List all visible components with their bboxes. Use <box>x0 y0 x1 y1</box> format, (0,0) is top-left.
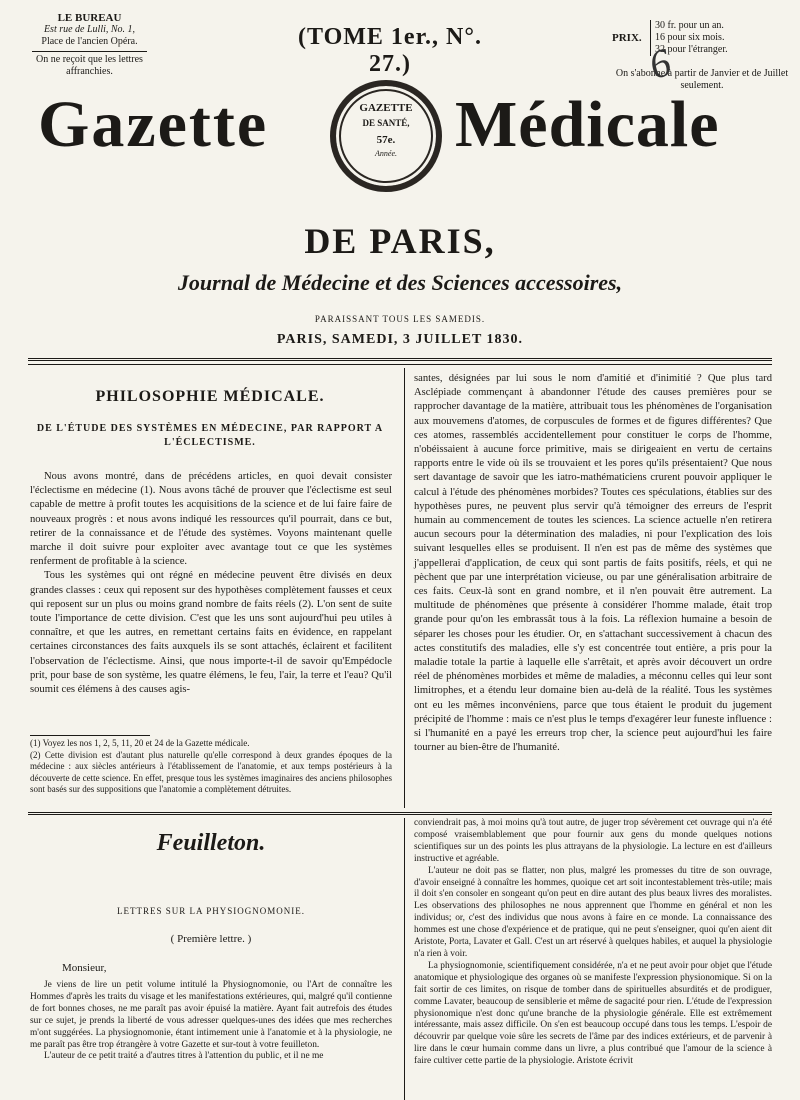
seal-line-1: GAZETTE <box>359 102 413 114</box>
seal-line-3: 57e. <box>376 134 396 146</box>
publication-frequency: PARAISSANT TOUS LES SAMEDIS. <box>314 314 486 324</box>
masthead-rule-thin <box>28 364 772 365</box>
journal-subtitle: Journal de Médecine et des Sciences accessoires, <box>177 270 623 295</box>
article-right-column <box>414 372 772 755</box>
price-year: 30 fr. pour un an. <box>655 20 724 31</box>
feuilleton-paragraph: L'auteur de ce petit traité a d'autres titres à l'attention du public, et il ne me <box>44 1051 324 1062</box>
article-subtitle: DE L'ÉTUDE DES SYSTÈMES EN MÉDECINE, PAR RAPPORT A L'ÉCLECTISME. <box>36 423 384 448</box>
feuilleton-paragraph: conviendrait pas, à moi moins qu'à tout autre, de juger trop sévèrement cet ouvrage qui n'a été composé vraisemblablement que pour fournir aux gens du monde quelques notions scientifiques sur un des points les plus attrayans de la physiologie. La lecture en est d'ailleurs instructive et agréable. <box>414 818 772 864</box>
subscription-note: On s'abonne à partir de Janvier et de Juillet seulement. <box>615 68 789 91</box>
article-paragraph: santes, désignées par lui sous le nom d'amitié et d'inimitié ? Que plus tard Asclépiade commençant à abandonner l'étude des causes premières pour se rapprocher davantage de la matière, attribuait tous les phénomènes de l'organisation aux mouvemens d'atomes, de corpuscules de formes et de figures différentes? Que ces atomes, rassemblés accidentellement pour constituer le corps de l'homme, n'obéissaient à aucune force primitive, mais se dirigeaient en vertu de certains rapports entre le vide où ils se trouvaient et les pores qu'ils présentaient? Que nous sert davantage de savoir que les iatro-mathématiciens crurent pouvoir appliquer le calcul à l'étude des phénomènes morbides? Toutes ces spéculations, établies sur des hypothèses pures, ne peuvent plus servir qu'à témoigner des erreurs de l'esprit humain au commencement de toutes les sciences. La science actuelle n'en retirera aucun secours pour la détermination des maladies, ni pour l'explication des lois suivant lesquelles elles se produisent. Il n'en est pas de même des systèmes que j'appellerai d'application, de ceux qui sont partis de faits positifs, réels, et qui ne pèchent que par une interprétation vicieuse, ou par une généralisation arbitraire de ces faits. Ceux-là sont en grand nombre, et il n'en pouvait être autrement. La multitude de phénomènes que présente à considérer l'homme malade, était trop grande pour qu'on les embrassât tous à la fois. La réflexion humaine a besoin de séparer les choses pour les étudier. Or, en s'attachant successivement à chacun des actes constitutifs des maladies, elle s'y est concentrée tout entière, a pris pour la maladie totale la partie à laquelle elle s'arrêtait, et après avoir découvert un ordre réel de phénomènes morbides et même de maladies, a méconnu celles qui leur sont limitrophes, et a étendu leur domaine bien au-delà de la réalité. Tous les systèmes ont eu les mêmes inconvéniens, parce que tous étaient le produit du jugement précipité de l'homme : mais ce n'est plus le temps d'exagérer leur funeste influence : si l'humanité en a payé les erreurs trop cher, la science peut aujourd'hui les faire tourner au bien-être de l'humanité. <box>414 373 772 754</box>
bureau-title: LE BUREAU <box>57 12 122 24</box>
feuilleton-right-column <box>414 818 772 1068</box>
price-six-months: 16 pour six mois. <box>655 32 725 43</box>
bureau-note: On ne reçoit que les lettres affranchies. <box>32 51 147 78</box>
title-gazette: Gazette <box>38 88 269 161</box>
article-left-column <box>30 470 392 697</box>
feuilleton-heading: LETTRES SUR LA PHYSIOGNOMONIE. <box>116 906 305 916</box>
column-divider <box>404 368 405 808</box>
feuilleton-rule <box>28 812 772 815</box>
seal-emblem <box>330 80 442 192</box>
feuilleton-divider <box>404 818 405 1100</box>
title-de-paris: DE PARIS, <box>304 221 496 261</box>
feuilleton-letter-number: ( Première lettre. ) <box>170 933 252 945</box>
seal-line-4: Année. <box>375 149 397 158</box>
feuilleton-paragraph: La physiognomonie, scientifiquement considérée, n'a et ne peut avoir pour objet que l'étude anatomique et physiologique des organes où se manifeste l'expression physionomique. Si on la fait sortir de ces limites, on risque de tomber dans de spirituelles absurdités et de prodiguer, comme Lavater, beaucoup de sensiblerie et même de sagacité pour rien. L'étude de l'expression physionomique n'est donc qu'une branche de la physiologie générale. Elle est extrêmement intéressante, mais assez difficile. On s'en est beaucoup occupé dans tous les temps. L'espoir de découvrir par quelque voie sûre les secrets de l'âme par des indices extérieurs, et de parvenir à lire dans le cœur humain comme dans un livre, a plus contribué que l'amour de la science à faire cultiver cette partie de la physiologie. Aristote écrivit <box>414 960 772 1067</box>
footnotes <box>30 735 392 796</box>
bureau-box <box>32 12 147 78</box>
feuilleton-paragraph: L'auteur ne doit pas se flatter, non plus, malgré les promesses du titre de son ouvrage, d'avoir enseigné à connaître les hommes, quoique cet art soit incontestablement très-utile; mais il doit s'en consoler en songeant qu'on peut en dire autant des plus beaux livres des moralistes. Les observations des philosophes ne nous apprennent que l'homme en général et non les individus; or, c'est des individus que nous avons à faire en ce monde. La connaissance des hommes est une chose d'expérience et de pratique, qui ne peut s'enseigner, quoi qu'en aient dit Aristote, Porta, Lavater et Gall. C'est un art réservé à quelques habiles, et auquel la physiologie n'a rien à voir. <box>414 865 772 959</box>
article-paragraph: Tous les systèmes qui ont régné en médecine peuvent être divisés en deux grandes classes : ceux qui reposent sur des hypothèses complètement fausses et ceux qui reposent sur un plus ou moins grand nombre de faits réels (2). L'on sent de suite toute l'importance de cette division. C'est que les uns sont aujourd'hui peu utiles à connaître, et que les autres, en remettant certains faits en évidence, en rappelant certaines circonstances des faits auxquels ils se sont attachés, éclairent et facilitent l'observation de l'éclectisme. Ainsi, que nous importe-t-il de savoir qu'Empédocle prit, pour base de son système, les quatre élémens, le feu, l'air, la terre et l'eau? Qu'il soumit ces élémens à des causes agis- <box>30 570 392 696</box>
bureau-address: Est rue de Lulli, No. 1, <box>43 24 136 35</box>
feuilleton-paragraph: Je viens de lire un petit volume intitulé la Physiognomonie, ou l'Art de connaître les Hommes d'après les traits du visage et les manifestations extérieures, qui, malgré qu'il contienne de fort bonnes choses, ne me paraît pas avoir épuisé la matière. Ayant fait autrefois des études sur ce sujet, je prends la liberté de vous adresser quelques-unes des idées que mes recherches m'ont suggérées. La physiognomonie, étant intimement unie à l'anatomie et à la physiologie, ne me paraît pas être trop étrangère à votre Gazette et sur-tout à votre feuilleton. <box>30 980 392 1050</box>
masthead-rule <box>28 358 772 361</box>
footnote-rule <box>30 735 150 736</box>
feuilleton-title: Feuilleton. <box>156 830 266 856</box>
tome-number: (TOME 1er., N°. 27.) <box>298 24 482 77</box>
dateline: PARIS, SAMEDI, 3 JUILLET 1830. <box>276 332 524 347</box>
salutation: Monsieur, <box>62 962 107 974</box>
handwritten-mark: 6 <box>643 39 677 88</box>
seal-line-2: DE SANTÉ, <box>362 118 410 128</box>
title-medicale: Médicale <box>455 88 720 161</box>
footnote-1: (1) Voyez les nos 1, 2, 5, 11, 20 et 24 de la Gazette médicale. <box>30 738 250 748</box>
footnote-2: (2) Cette division est d'autant plus naturelle qu'elle correspond à deux grandes époques de la médecine : aux siècles antérieurs à l'établissement de l'anatomie, et aux temps postérieurs à la découverte de cette science. En effet, presque tous les systèmes imaginaires des anciens philosophes sont basés sur des suppositions que l'anatomie a complètement détruites. <box>30 749 392 795</box>
article-paragraph: Nous avons montré, dans de précédens articles, en quoi devait consister l'éclectisme en médecine (1). Nous avons tâché de prouver que l'éclectisme est seul capable de mettre à profit toutes les acquisitions de la science et de lui faire faire de nouveaux progrès : et nous avons indiqué les ressources qu'il pourrait, dans ce but, retirer de la connaissance et de l'étude des systèmes. Voyons maintenant quelle marche il doit suivre pour exploiter avec avantage tout ce que les systèmes renferment de profitable à la science. <box>30 471 392 568</box>
bureau-place: Place de l'ancien Opéra. <box>41 36 138 47</box>
feuilleton-left-column <box>30 980 392 1063</box>
price-foreign: 32 pour l'étranger. <box>655 44 728 55</box>
article-title: PHILOSOPHIE MÉDICALE. <box>95 388 325 405</box>
prix-label: PRIX. <box>612 32 642 44</box>
